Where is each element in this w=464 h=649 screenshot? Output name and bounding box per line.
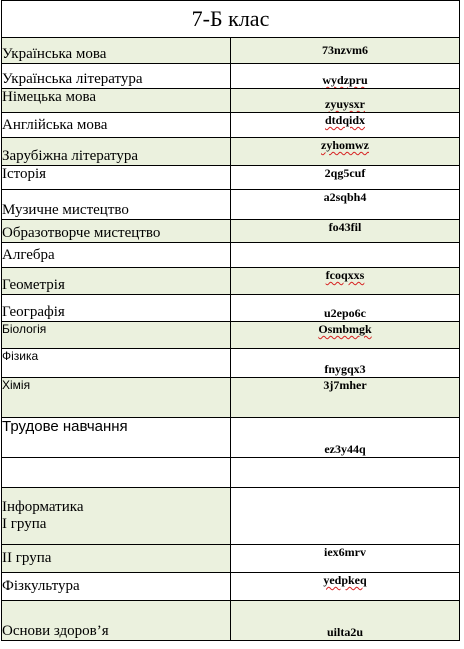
- table-row: [2, 488, 460, 545]
- table-row: [2, 190, 460, 220]
- page-title: 7-Б клас: [2, 1, 460, 38]
- subject-cell: [2, 488, 231, 545]
- subject-cell: Біологія: [2, 322, 231, 349]
- table-row: [2, 89, 460, 113]
- subject-cell: Геометрія: [2, 268, 231, 295]
- subject-cell: Історія: [2, 166, 231, 190]
- subject-cell: Географія: [2, 295, 231, 322]
- table-row: [2, 220, 460, 243]
- subject-cell: Музичне мистецтво: [2, 190, 231, 220]
- subject-stack: [2, 499, 230, 533]
- code-cell: ez3y44q: [231, 418, 460, 458]
- subject-cell: Хімія: [2, 378, 231, 418]
- code-cell: 73nzvm6: [231, 38, 460, 64]
- code-cell: [231, 113, 460, 138]
- subject-cell: Німецька мова: [2, 89, 231, 113]
- table-row: [2, 113, 460, 138]
- subject-line: Інформатика: [2, 499, 84, 515]
- table-row: [2, 378, 460, 418]
- schedule-table: [1, 0, 460, 641]
- table-row: [2, 545, 460, 573]
- subject-cell: Українська мова: [2, 38, 231, 64]
- code-cell: [231, 488, 460, 545]
- table-row: [2, 268, 460, 295]
- table-row: [2, 38, 460, 64]
- subject-cell: Українська література: [2, 64, 231, 89]
- code-cell: [231, 89, 460, 113]
- code-text: zyhomwz: [321, 138, 369, 152]
- code-cell: 3j7mher: [231, 378, 460, 418]
- table-row: [2, 458, 460, 488]
- code-cell: uilta2u: [231, 601, 460, 641]
- subject-cell: Зарубіжна література: [2, 138, 231, 166]
- subject-cell: Трудове навчання: [2, 418, 231, 458]
- code-text: wydzpru: [322, 73, 368, 87]
- table-row: [2, 349, 460, 378]
- code-cell: 2qg5cuf: [231, 166, 460, 190]
- code-cell: fo43fil: [231, 220, 460, 243]
- subject-cell: Фізика: [2, 349, 231, 378]
- title-row: [2, 1, 460, 38]
- subject-cell: Англійська мова: [2, 113, 231, 138]
- code-text: Osmbmgk: [318, 322, 372, 336]
- code-text: zyuysxr: [325, 97, 365, 111]
- table-row: [2, 573, 460, 601]
- subject-cell: Основи здоров’я: [2, 601, 231, 641]
- table-row: [2, 243, 460, 268]
- code-cell: fnygqx3: [231, 349, 460, 378]
- subject-cell: [2, 458, 231, 488]
- subject-cell: Алгебра: [2, 243, 231, 268]
- table-row: [2, 295, 460, 322]
- code-cell: [231, 573, 460, 601]
- code-text: fcoqxxs: [325, 268, 365, 282]
- subject-cell: Фізкультура: [2, 573, 231, 601]
- code-text: yedpkeq: [323, 573, 367, 587]
- table-row: [2, 138, 460, 166]
- code-text: dtdqidx: [324, 113, 366, 127]
- code-cell: [231, 243, 460, 268]
- table-row: [2, 322, 460, 349]
- table-row: [2, 166, 460, 190]
- code-cell: [231, 458, 460, 488]
- code-cell: a2sqbh4: [231, 190, 460, 220]
- code-cell: u2epo6c: [231, 295, 460, 322]
- code-cell: [231, 322, 460, 349]
- code-cell: iex6mrv: [231, 545, 460, 573]
- code-cell: [231, 138, 460, 166]
- subject-line-2: І група: [2, 516, 47, 532]
- subject-cell: Образотворче мистецтво: [2, 220, 231, 243]
- table-row: [2, 64, 460, 89]
- code-cell: [231, 64, 460, 89]
- table-row: [2, 418, 460, 458]
- code-cell: [231, 268, 460, 295]
- table-row: [2, 601, 460, 641]
- subject-cell: ІІ група: [2, 545, 231, 573]
